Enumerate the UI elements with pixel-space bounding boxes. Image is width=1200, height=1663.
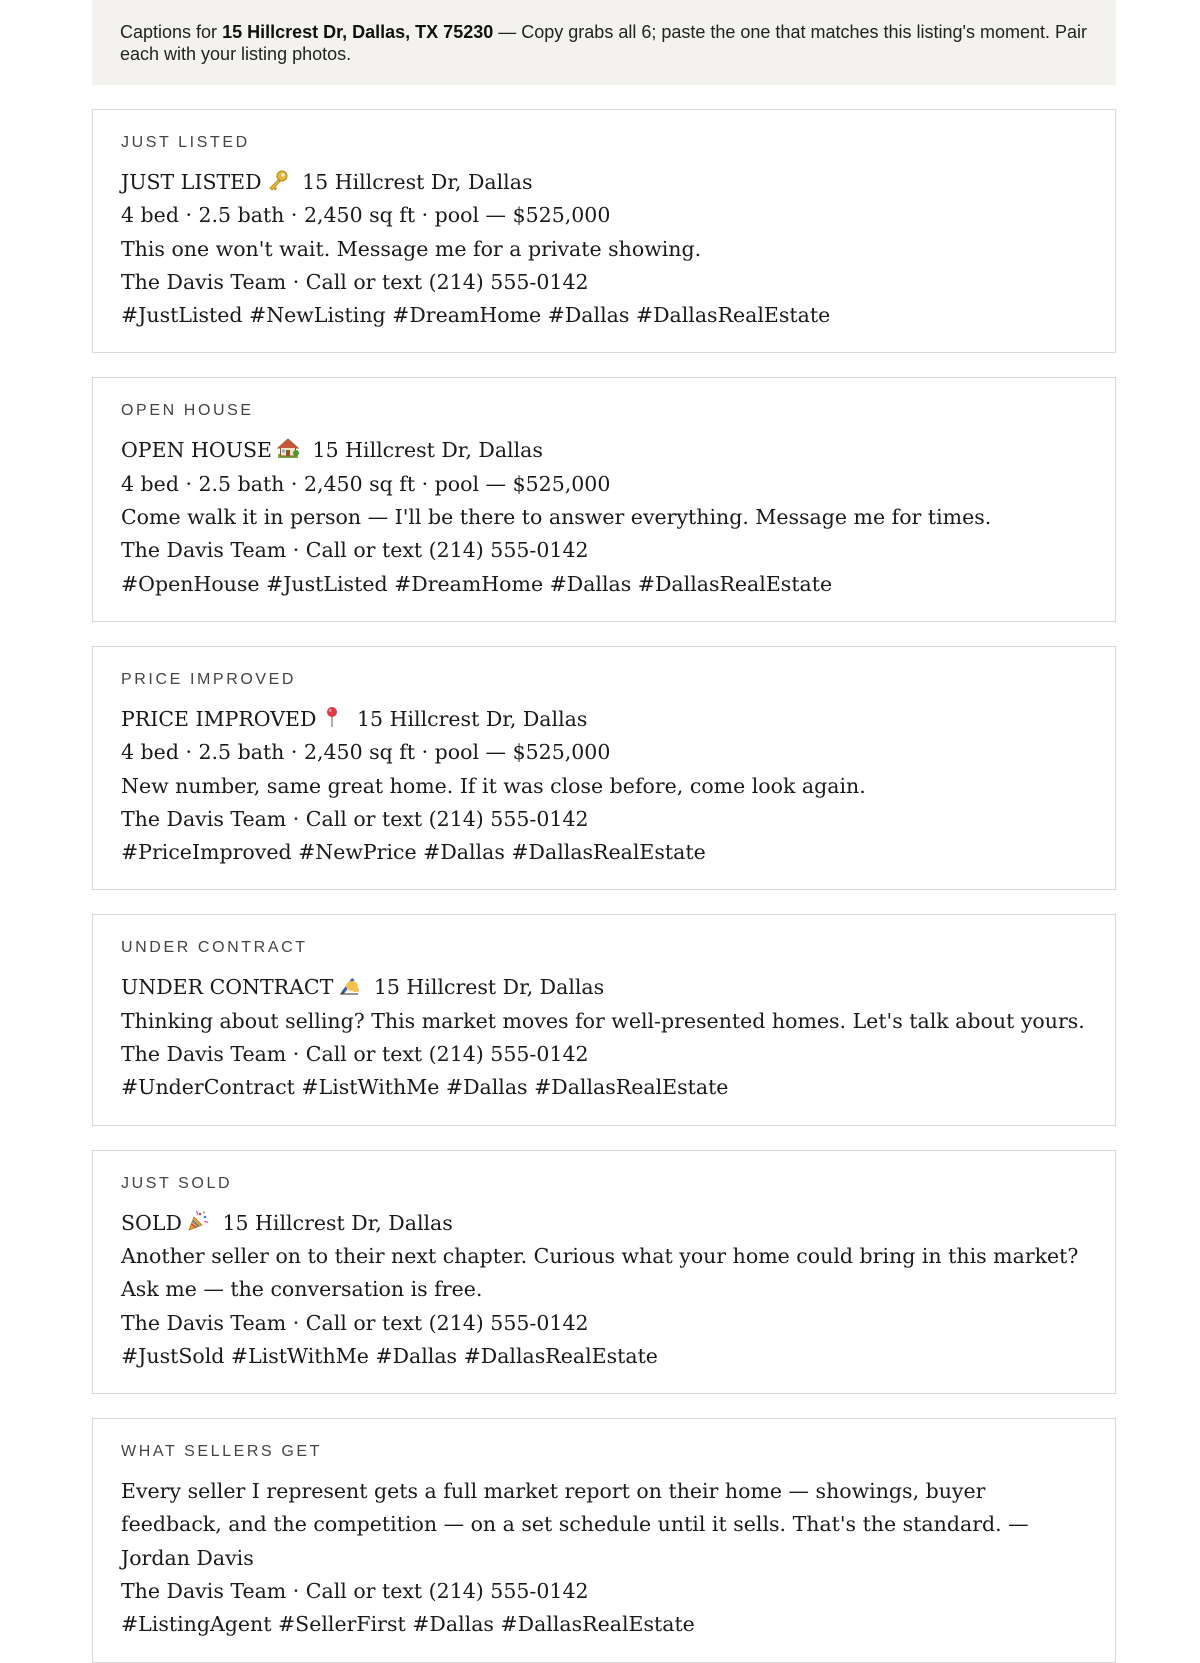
caption-title: SOLD: [121, 1210, 182, 1235]
caption-text[interactable]: [121, 1475, 1087, 1641]
writing-hand-icon: [337, 973, 361, 997]
caption-details: 4 bed · 2.5 bath · 2,450 sq ft · pool — $525,000: [121, 740, 611, 765]
caption-text[interactable]: [121, 1207, 1087, 1373]
caption-text[interactable]: [121, 434, 1087, 600]
caption-text[interactable]: [121, 703, 1087, 869]
caption-message: Come walk it in person — I'll be there to answer everything. Message me for times.: [121, 505, 992, 530]
caption-card-what-sellers-get[interactable]: [92, 1418, 1116, 1662]
caption-message: New number, same great home. If it was close before, come look again.: [121, 773, 866, 798]
party-popper-icon: [186, 1209, 210, 1233]
caption-message: Every seller I represent gets a full market report on their home — showings, buyer feedback, and the competition — on a set schedule until it sells. That's the standard. — Jordan Davis: [121, 1479, 1029, 1570]
caption-text[interactable]: [121, 971, 1087, 1104]
caption-headline: [121, 166, 1087, 199]
caption-hashtags: #JustSold #ListWithMe #Dallas #DallasRealEstate: [121, 1343, 658, 1368]
caption-card-just-listed[interactable]: [92, 109, 1116, 353]
caption-headline: [121, 971, 1087, 1004]
caption-message: This one won't wait. Message me for a private showing.: [121, 236, 702, 261]
instructions-prefix: Captions for: [120, 22, 218, 42]
listing-address: 15 Hillcrest Dr, Dallas, TX 75230: [222, 22, 494, 42]
caption-contact: The Davis Team · Call or text (214) 555-0142: [121, 1310, 589, 1335]
caption-contact: The Davis Team · Call or text (214) 555-0142: [121, 1579, 589, 1604]
caption-address: 15 Hillcrest Dr, Dallas: [312, 438, 543, 463]
caption-address: 15 Hillcrest Dr, Dallas: [302, 170, 533, 194]
caption-card-price-improved[interactable]: [92, 646, 1116, 890]
caption-title: UNDER CONTRACT: [121, 975, 334, 1000]
caption-headline: [121, 434, 1087, 467]
caption-title: OPEN HOUSE: [121, 438, 272, 463]
card-label: JUST SOLD: [121, 1174, 233, 1192]
card-label: WHAT SELLERS GET: [121, 1443, 323, 1461]
caption-message: Another seller on to their next chapter. Curious what your home could bring in this market? Ask me — the conversation is free.: [121, 1243, 1079, 1302]
card-label: OPEN HOUSE: [121, 402, 254, 420]
caption-hashtags: #PriceImproved #NewPrice #Dallas #DallasRealEstate: [121, 840, 706, 865]
card-label: PRICE IMPROVED: [121, 670, 297, 688]
captions-page: [92, 0, 1116, 1663]
caption-card-just-sold[interactable]: [92, 1150, 1116, 1394]
caption-details: 4 bed · 2.5 bath · 2,450 sq ft · pool — $525,000: [121, 471, 611, 496]
caption-headline: [121, 703, 1087, 736]
caption-contact: The Davis Team · Call or text (214) 555-0142: [121, 538, 589, 563]
caption-hashtags: #OpenHouse #JustListed #DreamHome #Dallas #DallasRealEstate: [121, 571, 833, 596]
caption-contact: The Davis Team · Call or text (214) 555-0142: [121, 269, 589, 294]
caption-address: 15 Hillcrest Dr, Dallas: [357, 706, 588, 731]
caption-title: PRICE IMPROVED: [121, 706, 317, 731]
caption-title: JUST LISTED: [121, 170, 262, 194]
caption-address: 15 Hillcrest Dr, Dallas: [373, 975, 605, 1000]
caption-text[interactable]: [121, 166, 1087, 332]
caption-hashtags: #JustListed #NewListing #DreamHome #Dallas #DallasRealEstate: [121, 303, 831, 328]
card-label: JUST LISTED: [121, 134, 250, 151]
key-icon: [266, 168, 290, 192]
caption-message: Thinking about selling? This market moves for well-presented homes. Let's talk about yours.: [121, 1008, 1085, 1033]
instructions-text: — Copy grabs all 6; paste the one that matches this listing's moment. Pair each with your listing photos.: [120, 22, 1087, 64]
instructions-banner: [92, 0, 1116, 85]
caption-hashtags: #ListingAgent #SellerFirst #Dallas #DallasRealEstate: [121, 1612, 695, 1637]
caption-contact: The Davis Team · Call or text (214) 555-0142: [121, 806, 589, 831]
caption-card-under-contract[interactable]: [92, 914, 1116, 1125]
caption-details: 4 bed · 2.5 bath · 2,450 sq ft · pool — $525,000: [121, 203, 611, 228]
caption-headline: [121, 1207, 1087, 1240]
caption-contact: The Davis Team · Call or text (214) 555-0142: [121, 1042, 589, 1067]
pin-icon: [320, 705, 344, 729]
house-icon: [276, 436, 300, 460]
caption-hashtags: #UnderContract #ListWithMe #Dallas #DallasRealEstate: [121, 1075, 729, 1100]
caption-address: 15 Hillcrest Dr, Dallas: [222, 1210, 453, 1235]
card-label: UNDER CONTRACT: [121, 939, 308, 957]
caption-card-open-house[interactable]: [92, 377, 1116, 621]
